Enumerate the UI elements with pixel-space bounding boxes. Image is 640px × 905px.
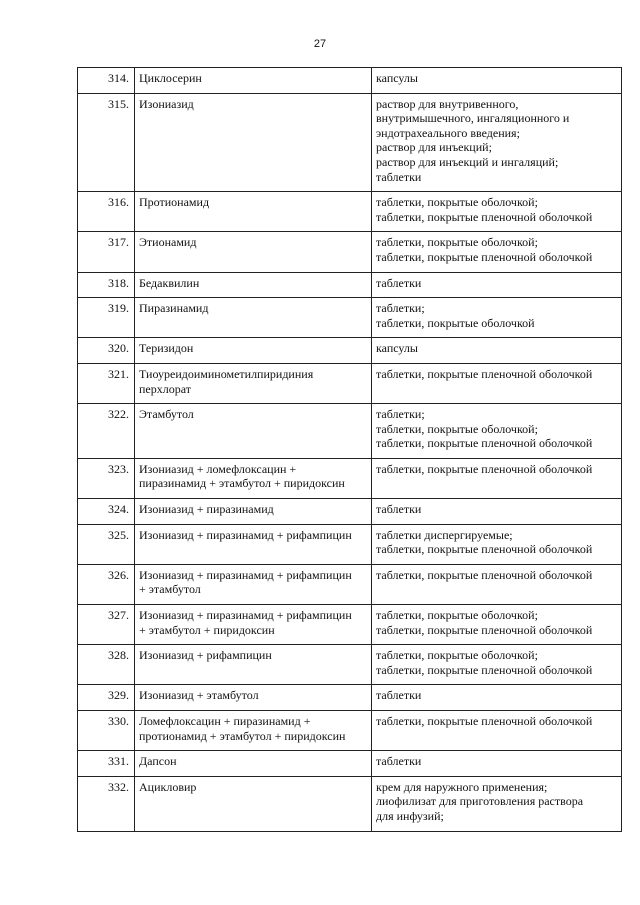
dosage-form-line: таблетки [376,169,422,184]
dosage-form-line: таблетки, покрытые оболочкой; [376,648,538,663]
drug-name-cell [135,499,372,525]
row-number: 330. [78,711,135,751]
dosage-form-cell [372,751,622,777]
row-number: 314. [78,68,135,94]
drug-name-line: Протионамид [139,195,210,210]
drug-name-cell [135,363,372,403]
table-row [78,458,622,498]
dosage-form-line: таблетки, покрытые пленочной оболочкой [376,366,593,381]
drug-name-cell [135,404,372,459]
dosage-form-cell [372,645,622,685]
drug-name-cell [135,93,372,192]
table-row [78,192,622,232]
dosage-form-line: таблетки; [376,301,425,316]
dosage-form-cell [372,93,622,192]
dosage-form-line: таблетки, покрытые оболочкой [376,315,535,330]
drug-name-line: Изониазид + пиразинамид [139,502,274,517]
dosage-form-cell [372,605,622,645]
drug-name-cell [135,272,372,298]
dosage-form-line: таблетки, покрытые пленочной оболочкой [376,461,593,476]
drug-name-cell [135,564,372,604]
row-number: 324. [78,499,135,525]
drug-name-line: Изониазид + пиразинамид + рифампицин [139,567,352,582]
drug-name-cell [135,645,372,685]
drug-name-line: Ломефлоксацин + пиразинамид + [139,714,311,728]
row-number: 319. [78,298,135,338]
drug-name-line: пиразинамид + этамбутол + пиридоксин [139,476,345,491]
row-number: 323. [78,458,135,498]
dosage-form-line: таблетки, покрытые оболочкой; [376,235,538,250]
drug-name-cell [135,298,372,338]
dosage-form-line: капсулы [376,341,418,356]
drug-name-cell [135,232,372,272]
dosage-form-line: таблетки, покрытые пленочной оболочкой [376,209,593,224]
drug-name-line: Изониазид + ломефлоксацин + [139,461,297,476]
drug-name-line: + этамбутол [139,582,201,597]
dosage-form-line: лиофилизат для приготовления раствора [376,794,584,809]
dosage-form-cell [372,564,622,604]
dosage-form-line: таблетки [376,754,422,769]
dosage-form-line: таблетки, покрытые оболочкой; [376,195,538,210]
table-row [78,751,622,777]
drug-name-line: Циклосерин [139,71,202,85]
dosage-form-line: раствор для внутривенного, [376,96,519,111]
page-number: 27 [313,38,327,50]
drug-name-line: Теризидон [139,341,194,356]
dosage-form-cell [372,499,622,525]
row-number: 331. [78,751,135,777]
dosage-form-line: эндотрахеального введения; [376,125,520,140]
drug-name-cell [135,524,372,564]
drug-name-line: Изониазид + пиразинамид + рифампицин [139,527,352,542]
dosage-form-cell [372,338,622,364]
dosage-form-line: таблетки [376,688,422,703]
drug-name-line: Изониазид + этамбутол [139,688,259,703]
dosage-form-cell [372,272,622,298]
dosage-form-line: раствор для инъекций и ингаляций; [376,154,559,169]
dosage-form-line: крем для наружного применения; [376,779,548,794]
table-row [78,272,622,298]
table-body [78,68,622,832]
drug-name-cell [135,605,372,645]
drug-name-cell [135,685,372,711]
row-number: 320. [78,338,135,364]
dosage-form-line: раствор для инъекций; [376,140,492,155]
drug-name-cell [135,711,372,751]
dosage-form-line: таблетки, покрытые пленочной оболочкой [376,249,593,264]
drug-name-cell [135,776,372,831]
dosage-form-line: таблетки, покрытые пленочной оболочкой [376,436,593,451]
dosage-form-line: таблетки диспергируемые; [376,527,513,542]
table-row [78,605,622,645]
dosage-form-cell [372,363,622,403]
table-row [78,232,622,272]
dosage-form-line: для инфузий; [376,808,444,823]
dosage-form-cell [372,232,622,272]
row-number: 329. [78,685,135,711]
table-row [78,298,622,338]
dosage-form-cell [372,68,622,94]
table-row [78,645,622,685]
drug-name-line: + этамбутол + пиридоксин [139,622,275,637]
dosage-form-cell [372,192,622,232]
row-number: 326. [78,564,135,604]
dosage-form-cell [372,404,622,459]
row-number: 321. [78,363,135,403]
drug-name-line: Этионамид [139,235,197,250]
drug-table [77,67,622,832]
row-number: 332. [78,776,135,831]
drug-name-line: Этамбутол [139,407,194,422]
row-number: 327. [78,605,135,645]
drug-name-cell [135,338,372,364]
drug-name-line: Дапсон [139,754,177,769]
dosage-form-line: таблетки, покрытые пленочной оболочкой [376,714,593,728]
dosage-form-line: таблетки [376,502,422,517]
drug-name-cell [135,68,372,94]
row-number: 328. [78,645,135,685]
dosage-form-line: внутримышечного, ингаляционного и [376,111,570,126]
dosage-form-cell [372,458,622,498]
dosage-form-line: таблетки [376,275,422,290]
table-row [78,776,622,831]
dosage-form-line: таблетки, покрытые оболочкой; [376,421,538,436]
dosage-form-line: капсулы [376,71,418,85]
dosage-form-cell [372,524,622,564]
dosage-form-line: таблетки, покрытые пленочной оболочкой [376,567,593,582]
drug-name-line: Тиоуреидоиминометилпиридиния [139,366,314,381]
table-row [78,68,622,94]
drug-name-cell [135,751,372,777]
drug-name-line: протионамид + этамбутол + пиридоксин [139,728,346,743]
row-number: 318. [78,272,135,298]
row-number: 325. [78,524,135,564]
table-row [78,524,622,564]
row-number: 322. [78,404,135,459]
drug-name-cell [135,192,372,232]
table-row [78,711,622,751]
table-row [78,338,622,364]
drug-name-line: Изониазид + рифампицин [139,648,272,663]
dosage-form-line: таблетки, покрытые пленочной оболочкой [376,542,593,557]
dosage-form-cell [372,298,622,338]
dosage-form-cell [372,685,622,711]
table-row [78,404,622,459]
table-row [78,499,622,525]
table-row [78,685,622,711]
table-row [78,363,622,403]
dosage-form-cell [372,776,622,831]
dosage-form-line: таблетки; [376,407,425,422]
drug-name-line: Пиразинамид [139,301,209,316]
dosage-form-line: таблетки, покрытые пленочной оболочкой [376,622,593,637]
table-row [78,564,622,604]
row-number: 317. [78,232,135,272]
row-number: 316. [78,192,135,232]
dosage-form-cell [372,711,622,751]
dosage-form-line: таблетки, покрытые оболочкой; [376,608,538,623]
dosage-form-line: таблетки, покрытые пленочной оболочкой [376,662,593,677]
drug-name-line: Бедаквилин [139,275,200,290]
table-row [78,93,622,192]
row-number: 315. [78,93,135,192]
drug-name-cell [135,458,372,498]
drug-name-line: Ацикловир [139,779,197,794]
drug-name-line: Изониазид [139,96,194,111]
drug-name-line: перхлорат [139,381,191,396]
drug-name-line: Изониазид + пиразинамид + рифампицин [139,608,352,623]
